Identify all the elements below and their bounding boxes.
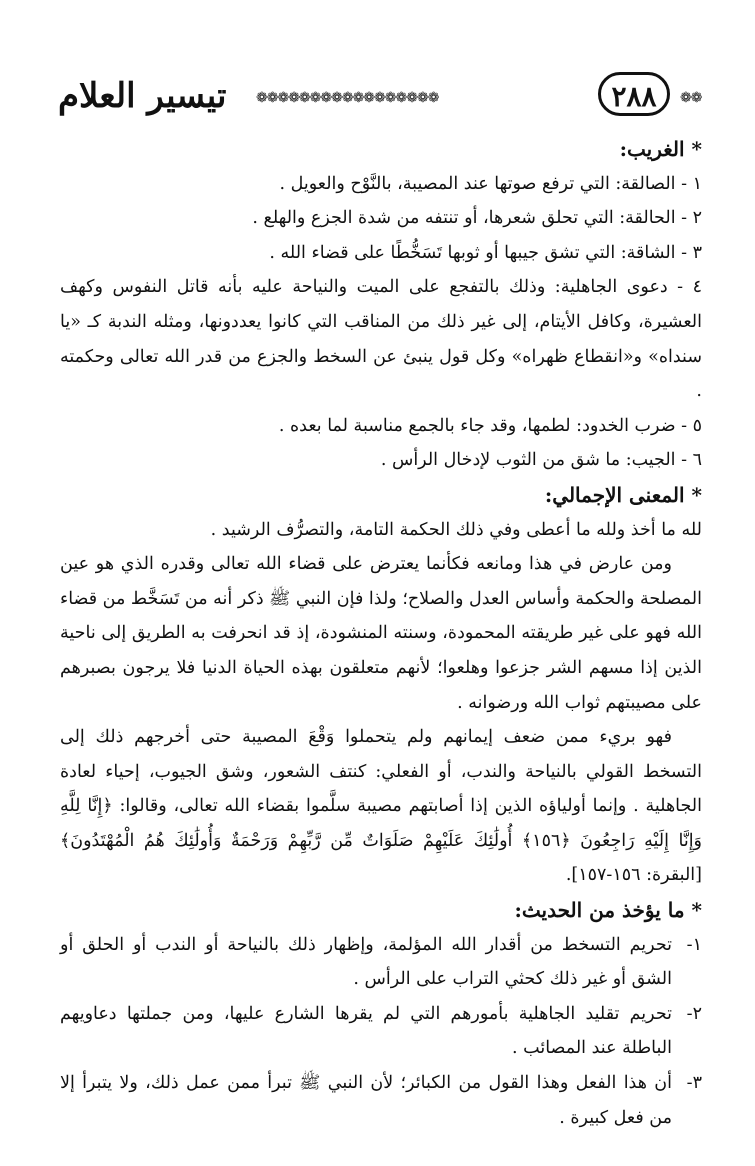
hadith-item-number: ٣-: [686, 1073, 702, 1094]
book-title: تيسير العلام: [58, 76, 227, 116]
hadith-item: [60, 928, 702, 997]
gharib-item: ٥ - ضرب الخدود: لطمها، وقد جاء بالجمع مناسبة لما بعده .: [278, 415, 702, 436]
section-heading-gharib: * الغريب:: [619, 137, 702, 161]
gharib-item: ٣ - الشاقة: التي تشق جيبها أو ثوبها تَسَخُّطًا على قضاء الله .: [269, 242, 702, 263]
gharib-item: ١ - الصالقة: التي ترفع صوتها عند المصيبة، بالنَّوْح والعويل .: [279, 173, 702, 194]
ijmali-paragraph: فهو بريء ممن ضعف إيمانهم ولم يتحملوا وَقْعَ المصيبة حتى أخرجهم ذلك إلى التسخط القولي بالنياحة والندب، أو الفعلي: كنتف الشعور، وشق الجيوب، إحياء لعادة الجاهلية . وإنما أولياؤه الذين إذا أصابتهم مصيبة سلَّموا بقضاء الله تعالى، وقالوا: ﴿إِنَّا لِلَّهِ وَإِنَّا إِلَيْهِ رَاجِعُونَ ﴿١٥٦﴾ أُولَٰئِكَ عَلَيْهِمْ صَلَوَاتٌ مِّن رَّبِّهِمْ وَرَحْمَةٌ وَأُولَٰئِكَ هُمُ الْمُهْتَدُونَ﴾ [البقرة: ١٥٦-١٥٧].: [60, 727, 703, 886]
section-heading-hadith: * ما يؤخذ من الحديث:: [514, 898, 702, 923]
gharib-item: ٢ - الحالقة: التي تحلق شعرها، أو تنتفه من شدة الجزع والهلع .: [252, 208, 702, 229]
hadith-item: [60, 997, 702, 1066]
header-ornament-right: ❁❁: [680, 90, 702, 106]
hadith-item-text: أن هذا الفعل وهذا القول من الكبائر؛ لأن النبي ﷺ تبرأ ممن عمل ذلك، ولا يتبرأ إلا من فعل كبيرة .: [60, 1073, 672, 1128]
ijmali-paragraph: ومن عارض في هذا ومانعه فكأنما يعترض على قضاء الله تعالى وقدره الذي هو عين المصلحة والحكمة وأساس العدل والصلاح؛ ولذا فإن النبي ﷺ ذكر أنه من تَسَخَّط من قضاء الله فهو على غير طريقته المحمودة، وسنته المنشودة، إذ قد انحرفت به الطريق إلى ناحية الذين إذا مسهم الشر جزعوا وهلعوا؛ لأنهم متعلقون بهذه الحياة الدنيا فلا يرجون بصبرهم على مصيبتهم ثواب الله ورضوانه .: [60, 554, 702, 713]
hadith-item-number: ٢-: [686, 1003, 702, 1024]
section-heading-ijmali: * المعنى الإجمالي:: [544, 482, 702, 507]
page-body: [60, 132, 702, 1135]
page-header: [58, 66, 702, 122]
hadith-item-number: ١-: [686, 934, 702, 955]
header-ornament: ❁❁❁❁❁❁❁❁❁❁❁❁❁❁❁❁❁: [256, 90, 439, 106]
gharib-item: ٤ - دعوى الجاهلية: وذلك بالتفجع على الميت والنياحة عليه بأنه قاتل النفوس وكهف العشيرة، وكافل الأيتام، إلى غير ذلك من المناقب التي كانوا يعددونها، ومثله الندبة كـ «يا سنداه» و«انقطاع ظهراه» وكل قول ينبئ عن السخط والجزع من قدر الله تعالى وحكمته .: [60, 277, 702, 402]
hadith-item-text: تحريم التسخط من أقدار الله المؤلمة، وإظهار ذلك بالنياحة أو الندب أو الحلق أو الشق أو غير ذلك كحثي التراب على الرأس .: [60, 934, 672, 990]
hadith-item-text: تحريم تقليد الجاهلية بأمورهم التي لم يقرها الشارع عليها، ومن جملتها دعاويهم الباطلة عند المصائب .: [60, 1003, 672, 1059]
ijmali-paragraph: لله ما أخذ ولله ما أعطى وفي ذلك الحكمة التامة، والتصرُّف الرشيد .: [210, 519, 702, 540]
page-number: ٢٨٨: [598, 72, 670, 116]
hadith-item: [60, 1066, 702, 1135]
gharib-item: ٦ - الجيب: ما شق من الثوب لإدخال الرأس .: [380, 450, 702, 471]
